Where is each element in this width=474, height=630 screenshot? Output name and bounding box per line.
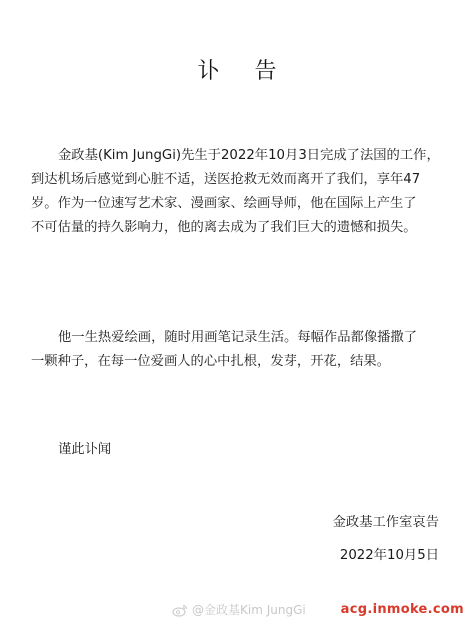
paragraph-second bbox=[31, 326, 451, 374]
paragraph-line: 岁。作为一位速写艺术家、漫画家、绘画导师，他在国际上产生了 bbox=[31, 196, 417, 211]
obituary-title: 讣 告 bbox=[197, 59, 291, 84]
paragraph-main bbox=[31, 144, 451, 240]
signature: 金政基工作室哀告 bbox=[332, 515, 439, 530]
paragraph-line: 一颗种子，在每一位爱画人的心中扎根，发芽，开花，结果。 bbox=[31, 354, 391, 369]
closing-phrase: 谨此讣闻 bbox=[58, 442, 112, 457]
paragraph-line: 他一生热爱绘画，随时用画笔记录生活。每幅作品都像播撒了 bbox=[58, 330, 418, 345]
paragraph-line: 到达机场后感觉到心脏不适，送医抢救无效而离开了我们，享年47 bbox=[31, 172, 421, 187]
site-watermark: acg.inmoke.com bbox=[340, 602, 464, 617]
weibo-logo-icon bbox=[172, 603, 188, 617]
paragraph-line: 金政基(Kim JungGi)先生于2022年10月3日完成了法国的工作， bbox=[58, 148, 440, 163]
weibo-watermark-text: @金政基Kim JungGi bbox=[192, 603, 306, 617]
weibo-watermark bbox=[172, 601, 306, 618]
paragraph-line: 不可估量的持久影响力，他的离去成为了我们巨大的遗憾和损失。 bbox=[31, 220, 417, 235]
document-date: 2022年10月5日 bbox=[339, 548, 439, 563]
